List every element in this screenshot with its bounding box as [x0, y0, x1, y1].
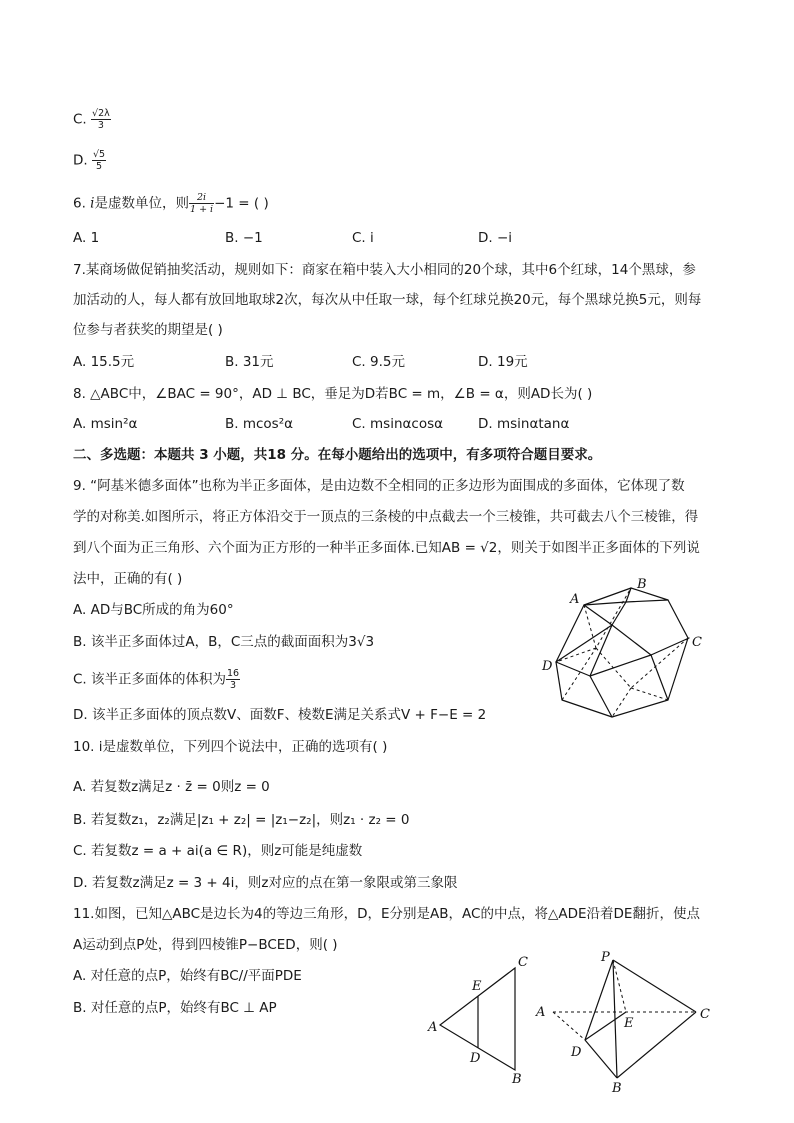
q7-option-d: D. 19元: [478, 354, 528, 370]
q7-stem-line1: 7.某商场做促销抽奖活动，规则如下：商家在箱中装入大小相同的20个球，其中6个红球，14个黑球，参: [73, 262, 696, 278]
q8-option-a: A. msin²α: [73, 416, 138, 432]
fig11a-label-c: C: [518, 955, 528, 970]
fig9-label-b: B: [637, 577, 647, 592]
q6-fraction: $\frac{2i}{1 + i}$: [190, 192, 214, 215]
q5-option-c-fraction: $\frac{√2\lambda}{3}$: [92, 108, 110, 131]
fig11b-label-e: E: [624, 1016, 634, 1031]
q11-option-b: B. 对任意的点P，始终有BC ⊥ AP: [73, 1000, 277, 1016]
q6-option-c: C. i: [352, 230, 374, 246]
fig11b-label-a: A: [536, 1005, 546, 1020]
q5-option-d: D. $\frac{√5}{5}$: [73, 149, 106, 172]
fig11a-label-d: D: [470, 1051, 481, 1066]
q8-option-d: D. msinαtanα: [478, 416, 570, 432]
fig11a-label-e: E: [472, 979, 482, 994]
q9-option-a: A. AD与BC所成的角为60°: [73, 602, 234, 618]
fig9-label-c: C: [692, 635, 702, 650]
q6-option-d: D. −i: [478, 230, 513, 246]
q9-stem-line1: 9. “阿基米德多面体”也称为半正多面体，是由边数不全相同的正多边形为面围成的多面体，它体现了数: [73, 478, 685, 494]
fig11a-label-a: A: [428, 1020, 438, 1035]
cuboctahedron-figure: [535, 570, 715, 730]
triangle-figure: [425, 950, 540, 1090]
fig11b-label-c: C: [700, 1007, 710, 1022]
q8-option-b: B. mcos²α: [225, 416, 294, 432]
q10-option-c: C. 若复数z = a + ai(a ∈ R)，则z可能是纯虚数: [73, 843, 363, 859]
q7-stem-line3: 位参与者获奖的期望是( ): [73, 322, 223, 338]
q10-option-d: D. 若复数z满足z = 3 + 4i，则z对应的点在第一象限或第三象限: [73, 875, 458, 891]
q6-stem: 6. i是虚数单位，则 $\frac{2i}{1 + i}$ −1 = ( ): [73, 192, 269, 215]
section-heading-multiple-choice: 二、多选题：本题共 3 小题，共18 分。在每小题给出的选项中，有多项符合题目要求。: [73, 447, 602, 463]
fig11b-label-b: B: [612, 1081, 622, 1095]
q9-stem-line2: 学的对称美.如图所示，将正方体沿交于一顶点的三条棱的中点截去一个三棱锥，共可截去八个三棱锥，得: [73, 509, 699, 525]
q5-option-c: C. $\frac{√2\lambda}{3}$: [73, 108, 110, 131]
q7-stem-line2: 加活动的人，每人都有放回地取球2次，每次从中任取一球，每个红球兑换20元，每个黑球兑换5元，则每: [73, 292, 702, 308]
q9-stem-line4: 法中，正确的有( ): [73, 571, 183, 587]
fig11b-label-p: P: [601, 950, 610, 965]
q10-option-b: B. 若复数z₁，z₂满足|z₁ + z₂| = |z₁−z₂|，则z₁ · z₂ = 0: [73, 812, 410, 828]
q10-option-a: A. 若复数z满足z · z̄ = 0则z = 0: [73, 779, 270, 795]
q10-stem: 10. i是虚数单位，下列四个说法中，正确的选项有( ): [73, 739, 388, 755]
q11-stem-line2: A运动到点P处，得到四棱锥P−BCED，则( ): [73, 937, 338, 953]
fig11b-label-d: D: [571, 1045, 582, 1060]
q9-option-c-fraction: $\frac{16}{3}$: [227, 668, 240, 691]
q9-option-b: B. 该半正多面体过A，B，C三点的截面面积为3√3: [73, 634, 375, 650]
q7-option-c: C. 9.5元: [352, 354, 405, 370]
fig9-label-d: D: [542, 659, 553, 674]
q9-stem-line3: 到八个面为正三角形、六个面为正方形的一种半正多面体.已知AB = √2，则关于如图半正多面体的下列说: [73, 540, 700, 556]
q9-option-c: C. 该半正多面体的体积为 $\frac{16}{3}$: [73, 668, 240, 691]
q11-stem-line1: 11.如图，已知△ABC是边长为4的等边三角形，D，E分别是AB，AC的中点，将△ADE沿着DE翻折，使点: [73, 906, 700, 922]
fig9-label-a: A: [570, 592, 580, 607]
q8-option-c: C. msinαcosα: [352, 416, 444, 432]
q8-stem: 8. △ABC中，∠BAC = 90°，AD ⊥ BC，垂足为D若BC = m，∠B = α，则AD长为( ): [73, 386, 593, 402]
q6-option-b: B. −1: [225, 230, 263, 246]
pyramid-figure: [530, 945, 720, 1095]
q9-option-d: D. 该半正多面体的顶点数V、面数F、棱数E满足关系式V + F−E = 2: [73, 707, 487, 723]
q7-option-b: B. 31元: [225, 354, 274, 370]
q5-option-d-fraction: $\frac{√5}{5}$: [92, 149, 106, 172]
q11-option-a: A. 对任意的点P，始终有BC//平面PDE: [73, 968, 302, 984]
q6-option-a: A. 1: [73, 230, 100, 246]
fig11a-label-b: B: [512, 1072, 522, 1087]
q7-option-a: A. 15.5元: [73, 354, 135, 370]
